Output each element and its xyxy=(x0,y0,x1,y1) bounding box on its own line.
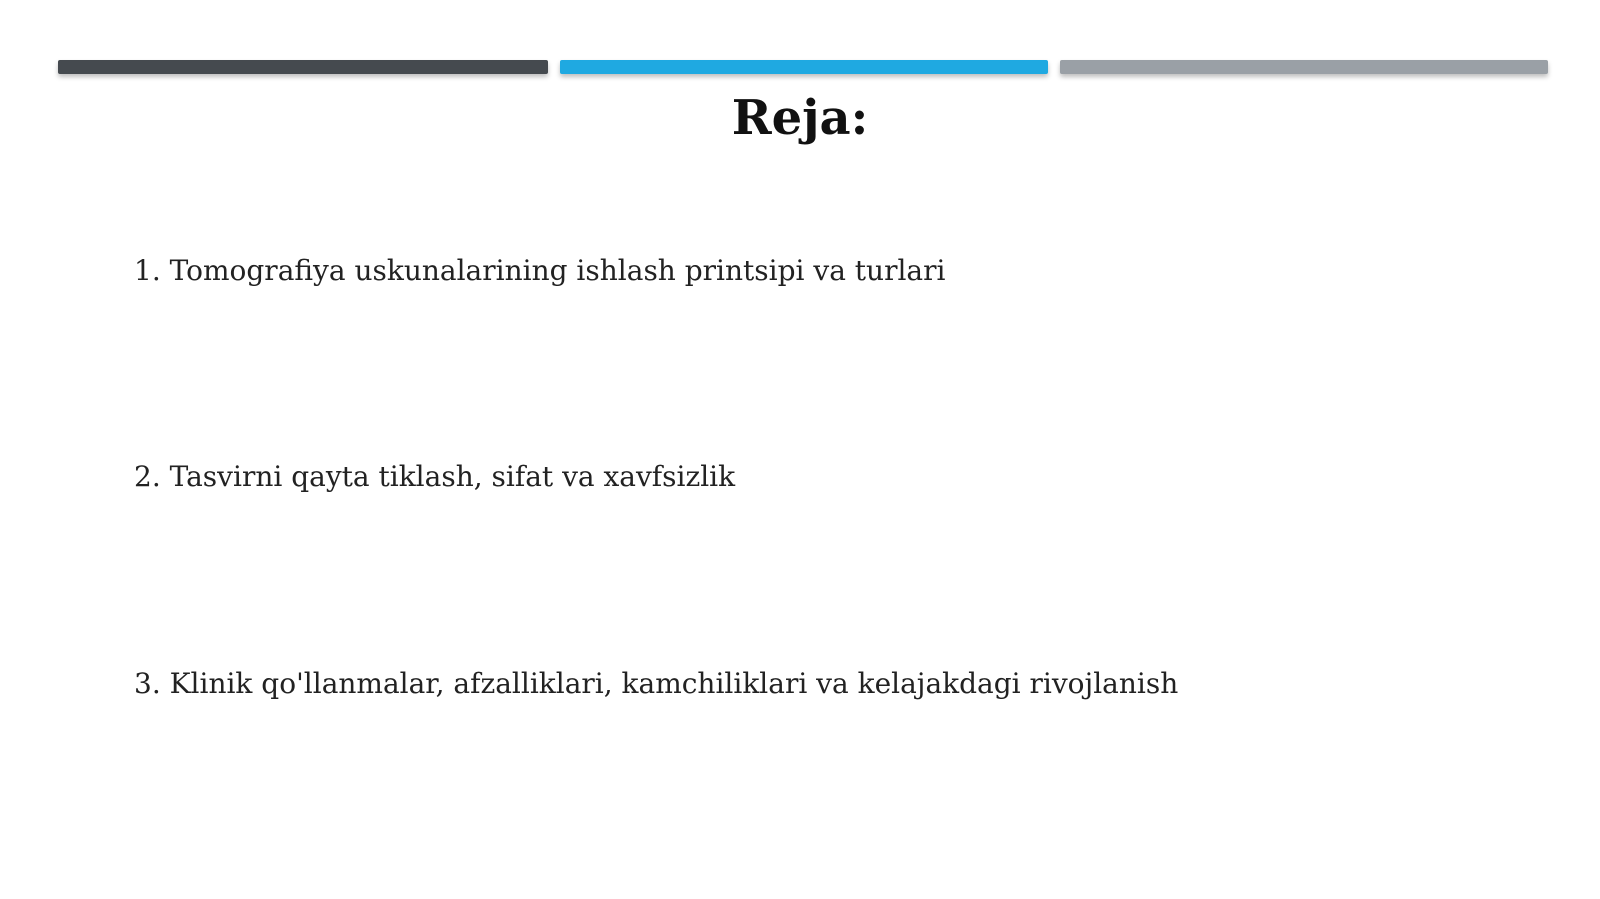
accent-bar-dark xyxy=(58,60,548,74)
accent-bar-gray xyxy=(1060,60,1548,74)
plan-item-2: 2. Tasvirni qayta tiklash, sifat va xavfsizlik xyxy=(134,460,736,493)
plan-item-1: 1. Tomografiya uskunalarining ishlash printsipi va turlari xyxy=(134,254,946,287)
plan-item-3: 3. Klinik qo'llanmalar, afzalliklari, kamchiliklari va kelajakdagi rivojlanish xyxy=(134,667,1179,700)
header-accent-bars xyxy=(58,60,1548,74)
slide-title: Reja: xyxy=(731,90,869,146)
accent-bar-blue xyxy=(560,60,1048,74)
